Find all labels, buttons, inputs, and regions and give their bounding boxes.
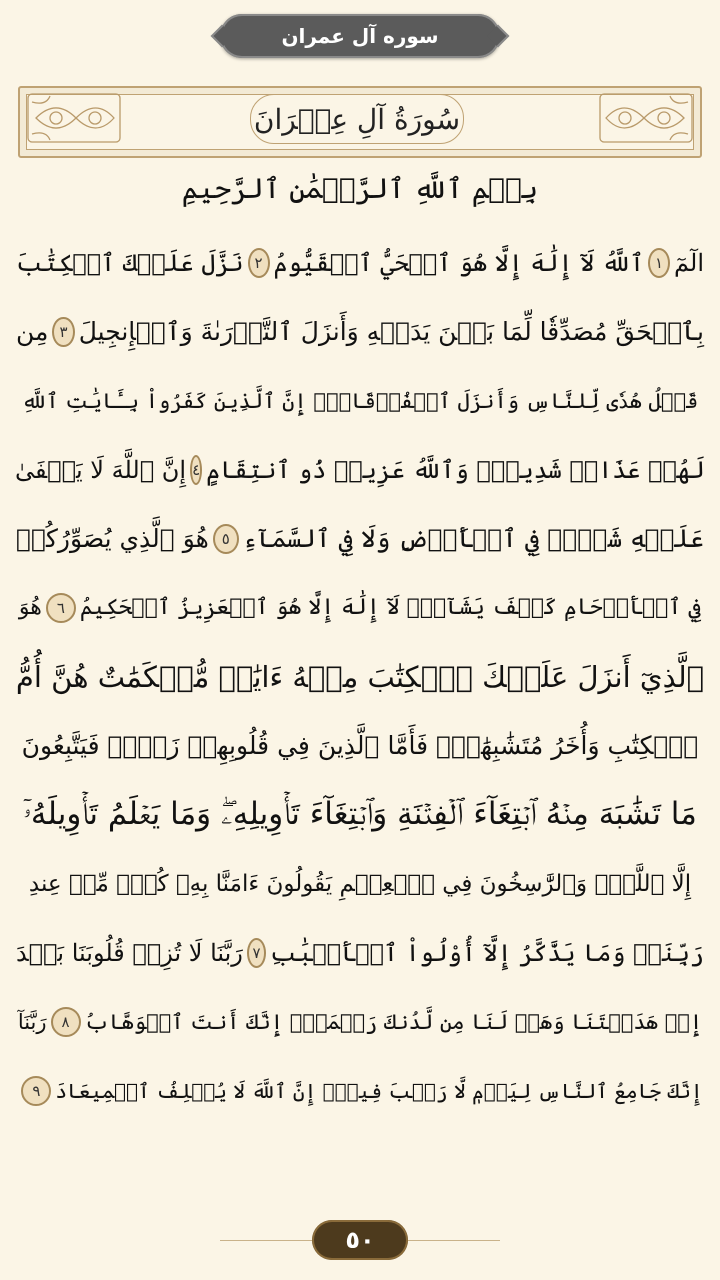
page-number: ٥٠ — [345, 1226, 375, 1254]
ayah-number-marker[interactable]: ٤ — [190, 455, 202, 485]
ornament-right-icon — [598, 92, 694, 144]
verse-line — [16, 297, 704, 366]
verse-line — [16, 711, 704, 780]
verse-line — [16, 849, 704, 918]
verse-text: قَبۡلُ هُدٗى لِّلنَّاسِ وَأَنزَلَ ٱلۡفُرۡقَانَۗ إِنَّ ٱلَّذِينَ كَفَرُواْ بِـَٔايَٰتِ ٱللَّهِ — [21, 388, 699, 413]
verse-text: فِي ٱلۡأَرۡحَامِ كَيۡفَ يَشَآءُۚ لَآ إِلَٰهَ إِلَّا هُوَ ٱلۡعَزِيزُ ٱلۡحَكِيمُ — [79, 595, 702, 620]
verse-text: إِنَّكَ جَامِعُ ٱلنَّاسِ لِيَوۡمٖ لَّا رَيۡبَ فِيهِۚ إِنَّ ٱللَّهَ لَا يُخۡلِفُ ٱلۡمِيعَادَ — [55, 1078, 703, 1103]
verse-text: هُوَ — [18, 595, 42, 620]
ayah-number-marker[interactable]: ٦ — [46, 593, 76, 623]
verse-line — [16, 228, 704, 297]
page-number-badge[interactable] — [312, 1220, 408, 1260]
surah-name: سُورَةُ آلِ عِمۡرَانَ — [253, 102, 461, 136]
verse-lines — [16, 228, 704, 1125]
verse-line — [16, 642, 704, 711]
verse-line — [16, 366, 704, 435]
ornament-left-icon — [26, 92, 122, 144]
verse-text: بِٱلۡحَقِّ مُصَدِّقٗا لِّمَا بَيۡنَ يَدَيۡهِ وَأَنزَلَ ٱلتَّوۡرَىٰةَ وَٱلۡإِنجِيلَ — [78, 317, 704, 346]
verse-text: إِلَّا ٱللَّهُۗ وَٱلرَّٰسِخُونَ فِي ٱلۡعِلۡمِ يَقُولُونَ ءَامَنَّا بِهِۦ كُلّٞ مِّنۡ عِندِ — [28, 870, 692, 897]
surah-title-pill[interactable] — [220, 14, 500, 58]
verse-line — [16, 987, 704, 1056]
verse-text: عَلَيۡهِ شَيۡءٞ فِي ٱلۡأَرۡضِ وَلَا فِي ٱلسَّمَآءِ — [242, 524, 704, 553]
verse-line — [16, 780, 704, 849]
ayah-number-marker[interactable]: ٨ — [51, 1007, 81, 1037]
ayah-number-marker[interactable]: ٢ — [248, 248, 270, 278]
surah-header-frame — [18, 86, 702, 158]
verse-text: مَا تَشَٰبَهَ مِنۡهُ ٱبۡتِغَآءَ ٱلۡفِتۡنَةِ وَٱبۡتِغَآءَ تَأۡوِيلِهِۦۖ وَمَا يَعۡلَمُ تَأۡوِيلَهُۥٓ — [23, 796, 697, 832]
verse-text: لَهُمۡ عَذَابٞ شَدِيدٞۗ وَٱللَّهُ عَزِيزٞ ذُو ٱنتِقَامٍ — [206, 455, 705, 484]
verse-text: رَبِّنَاۗ وَمَا يَذَّكَّرُ إِلَّآ أُوْلُواْ ٱلۡأَلۡبَٰبِ — [270, 938, 704, 967]
verse-text: إِنَّ ٱللَّهَ لَا يَخۡفَىٰ — [15, 455, 187, 484]
verse-text: ٱللَّهُ لَآ إِلَٰهَ إِلَّا هُوَ ٱلۡحَيُّ ٱلۡقَيُّومُ — [273, 248, 645, 277]
verse-text: رَبَّنَا لَا تُزِغۡ قُلُوبَنَا بَعۡدَ — [16, 938, 243, 967]
verse-text: هُوَ ٱلَّذِي يُصَوِّرُكُمۡ — [16, 524, 209, 553]
ayah-number-marker[interactable]: ٩ — [21, 1076, 51, 1106]
verse-text: رَبَّنَآ — [17, 1009, 47, 1034]
verse-line — [16, 918, 704, 987]
ayah-number-marker[interactable]: ٥ — [213, 524, 239, 554]
ayah-number-marker[interactable]: ١ — [648, 248, 670, 278]
verse-line — [16, 1056, 704, 1125]
pill-left-notch — [211, 25, 234, 48]
verse-line — [16, 573, 704, 642]
basmala: بِسۡمِ ٱللَّهِ ٱلرَّحۡمَٰنِ ٱلرَّحِيمِ — [181, 172, 539, 205]
verse-text: إِذۡ هَدَيۡتَنَا وَهَبۡ لَنَا مِن لَّدُنكَ رَحۡمَةًۚ إِنَّكَ أَنتَ ٱلۡوَهَّابُ — [84, 1009, 703, 1034]
footer-rule-left — [220, 1240, 320, 1241]
verse-text: ٱلۡكِتَٰبِ وَأُخَرُ مُتَشَٰبِهَٰتٞۖ فَأَمَّا ٱلَّذِينَ فِي قُلُوبِهِمۡ زَيۡغٞ فَيَتَّبِعُونَ — [21, 731, 699, 760]
verse-text: مِن — [16, 317, 49, 346]
verse-text: ٱلَّذِيٓ أَنزَلَ عَلَيۡكَ ٱلۡكِتَٰبَ مِنۡهُ ءَايَٰتٞ مُّحۡكَمَٰتٌ هُنَّ أُمُّ — [15, 659, 705, 694]
verse-text: نَزَّلَ عَلَيۡكَ ٱلۡكِتَٰبَ — [16, 248, 244, 277]
ayah-number-marker[interactable]: ٧ — [247, 938, 266, 968]
surah-title: سوره آل عمران — [281, 24, 439, 48]
verse-line — [16, 504, 704, 573]
surah-name-cartouche — [250, 94, 464, 144]
verse-text: الٓمٓ — [674, 248, 704, 277]
page-footer — [0, 1214, 720, 1268]
ayah-number-marker[interactable]: ٣ — [52, 317, 74, 347]
verse-line — [16, 435, 704, 504]
pill-right-notch — [487, 25, 510, 48]
footer-rule-right — [400, 1240, 500, 1241]
